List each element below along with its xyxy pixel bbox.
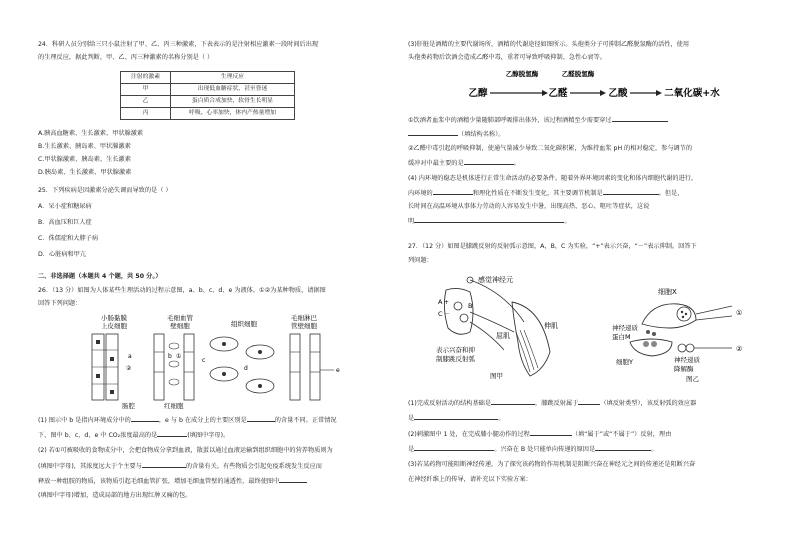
q26-4-line1: (4) 内环境的稳态是机体进行正常生命活动的必要条件。随着外界环境因素的变化和体内细胞代谢的进行， [408,175,698,182]
synapse-figure [612,284,752,384]
presynaptic-terminal [642,304,696,328]
fig-label-b-point: B [468,302,473,310]
fig-label-n2: ② [736,345,743,353]
fig-label-cell1b: 上皮细胞 [101,322,127,330]
fig-title-a: 图甲 [490,372,503,380]
fig-label-plus: + [444,299,450,306]
table-header-cell: 注射的激素 [121,72,171,84]
fig-label-cell4: 毛细淋巴 [291,314,317,322]
fig-label-a-point: A [438,298,443,306]
fig-label-sensory: 感觉神经元 [478,276,513,284]
q26-3-sub2-line1: ②乙醛中毒引起的呼吸抑制，使通气量减少导致二氧化碳积累，为维持血浆 pH 的相对稳定，参与调节的 [408,145,693,152]
q26-4-line3: 长时间在高温环境从事体力劳动的人容易发生中暑，出现高热、恶心、呕吐等症状，这说 [408,203,650,210]
q26-part2-line3: 释放一种组胺的物质，该物质引起毛细血管扩张，增加毛细血管壁的通透性，最终使图中 [38,476,307,486]
q26-3-sub1-line1: ①饮酒者血浆中的酒精少量随肺部呼吸排出体外，该过程酒精至少需要穿过 [408,115,668,125]
q24-option-a: A.胰高血糖素、生长激素、甲状腺激素 [38,130,144,137]
table-cell: 甲 [121,84,171,96]
fig-caption-line1: 表示兴奋和抑 [436,346,475,354]
q24-option-c: C.甲状腺激素、胰岛素、生长激素 [38,156,131,163]
fig-label-c-point: C [438,310,443,318]
fig-label-e: e [336,367,340,374]
q26-part2-line2: (填图中字母)，其浓度远大于个主要与 的含量有关。有些物质会引起免疫系统发生反应而 [38,463,322,470]
q27-part3-line1: (3)若某药物可能阻断神经传递，为了探究该药物的作用机制是阻断兴奋在神经元之间的传递还是阻断兴奋 [408,461,696,468]
fig-label-minus: － [444,311,451,318]
q25-option-c: C．侏儒症和大脖子病 [38,235,99,242]
fig-label-extensor: 伸肌 [544,322,558,330]
fig-label-gut: 肠腔 [122,402,135,410]
table-cell: 蛋白质合成加快，软骨生长明显 [171,96,295,108]
q25-stem: 25．下列疾病是因激素分泌失调而导致的是（ ） [38,187,172,194]
table-cell: 乙 [121,96,171,108]
pathway-node: 乙醇 [468,88,488,99]
q26-part2-line4: (填图中字母)增加，造成局部的地方出现红肿又痛的包。 [38,492,192,499]
q25-option-d: D．心脏病和甲亢 [38,251,87,258]
q26-3-sub1-line2: （填结构名称）。 [408,129,504,139]
q26-4-line4: 明 。 [408,218,571,225]
q24-option-b: B.生长激素、胰岛素、甲状腺激素 [38,143,131,150]
table-cell: 出现低血糖症状，甚至昏迷 [171,84,295,96]
q27-part1-line2: 是 。 [408,415,505,422]
table-header-row [121,72,295,84]
q25-option-a: A．呆小症和糖尿病 [38,203,92,210]
fig-label-cell-x: 细胞X [658,288,677,296]
fig-label-cell-y: 细胞Y [616,358,633,366]
q27-part2-line1: (2)刺激图中 1 处，在完成膝小腿动作的过程 （填“属于”或“不属于”）反射，理由 [408,431,672,438]
fig-label-protein-m: 蛋白M [612,333,631,341]
q25-option-b: B．高血压和巨人症 [38,219,92,226]
alcohol-pathway [450,66,720,106]
fig-caption-line2: 制膝跳反射弧 [436,355,475,363]
fig-label-cell1: 小肠黏膜 [101,314,127,322]
fig-label-n1: ① [736,309,743,317]
fig-label-m1: ① [176,353,182,360]
q27-stem-line2: 列问题： [408,257,433,264]
q26-stem-line1: 26．（13 分）如图为人体某些生理活动的过程示意图，a、b、c、d、e 为液体，①②为某种物质，请据图 [38,287,326,294]
pathway-node: 二氧化碳+水 [664,88,720,99]
pathway-node: 乙酸 [608,88,628,99]
table-cell: 呼吸、心率加快，体内产热量增加 [171,108,295,120]
fig-label-m2: ② [126,365,132,372]
fig-label-b: b [168,353,172,360]
fig-title-b: 图乙 [686,375,699,383]
enzyme-label: 乙醇脱氢酶 [505,70,539,78]
q26-stem-line2: 回答下列问题： [38,300,82,307]
section-title: 二、非选择题（本题共 4 个题，共 50 分。） [38,273,162,280]
fig-label-d: d [244,365,248,372]
fig-label-rbc: 红细胞 [164,402,184,410]
fig-label-cell2b: 壁细胞 [170,322,190,330]
q24-table [120,71,295,120]
fig-label-transmitter: 神经递质 [612,324,638,332]
q26-3-line1: (3)肝脏是酒精的主要代谢场所，酒精的代谢途径如图所示。头孢类分子可抑制乙醛脱氢酶的活性，使用 [408,41,690,48]
fig-label-a: a [128,353,132,360]
q27-part1-line1: (1)完成反射活动的结构基础是 ，膝跳反射属于 （填反射类型），该反射弧的效应器 [408,400,697,407]
reflex-arc-figure [434,272,574,384]
fig-label-cell3: 组织细胞 [231,320,257,328]
q24-stem-line2: 的生理反应，据此判断，甲、乙、丙三种激素的名称分别是（ ） [38,54,214,61]
q24-stem-line1: 24．科研人员分别给三只小鼠注射了甲、乙、丙三种激素，下表表示的是注射相应激素一段时间后出现 [38,41,319,48]
enzyme-label: 乙醛脱氢酶 [561,70,595,78]
q26-3-sub2-line2: 缓冲对中最主要的是 。 [408,160,520,167]
q26-part2-line1: (2) 若①可被吸收的食物成分中，会把食物成分拿到血液，散蛋以通过血液运输到组织细胞中的营养物质则为 [38,447,333,454]
q27-part3-line2: 在神经纤维上的传导，请补充以下实验方案： [408,476,532,483]
fig-label-enzyme1: 神经递质 [674,356,700,364]
q26-part1-line2: 下，图中 b、c、d、e 中 CO₂浓度最高的是 (填图中字母)。 [38,432,230,439]
table-cell: 丙 [121,108,171,120]
pathway-node: 乙醛 [548,88,568,99]
q27-stem-line1: 27．（12 分）如图是膝跳反射的反射弧示意图，A，B，C 为实验，“+”表示兴奋，“－”表示抑制。回答下 [408,243,697,250]
fig-label-flexor: 屈肌 [496,332,510,340]
fig-label-cell2: 毛细血管 [167,314,193,322]
fig-label-cell4b: 管壁细胞 [291,322,317,330]
q27-part2-line2: 是 。兴奋在 B 处只能单向传递的原因是 。 [408,446,658,453]
postsynaptic-terminal [630,339,672,356]
fig-label-enzyme2: 降解酶 [674,365,694,373]
q24-option-d: D.胰岛素、生长激素、甲状腺激素 [38,169,132,176]
q26-3-line2: 头孢类药物后饮酒会造成乙醛中毒，重者可导致呼吸抑制、急性心衰等。 [408,54,606,61]
table-header-cell: 生理反应 [171,72,295,84]
table-row [121,84,295,96]
q26-part1-line1: (1) 图示中 b 是指内环境成分中的 ，e 与 b 在成分上的主要区别是 的含量不同。正常情况 [38,417,337,424]
q26-figure [84,312,374,410]
q26-4-line2: 内环境的 和理化性质在不断发生变化，其主要调节机制是 。但是， [408,190,684,197]
table-row [121,108,295,120]
table-row [121,96,295,108]
fig-label-c: c [202,357,206,364]
